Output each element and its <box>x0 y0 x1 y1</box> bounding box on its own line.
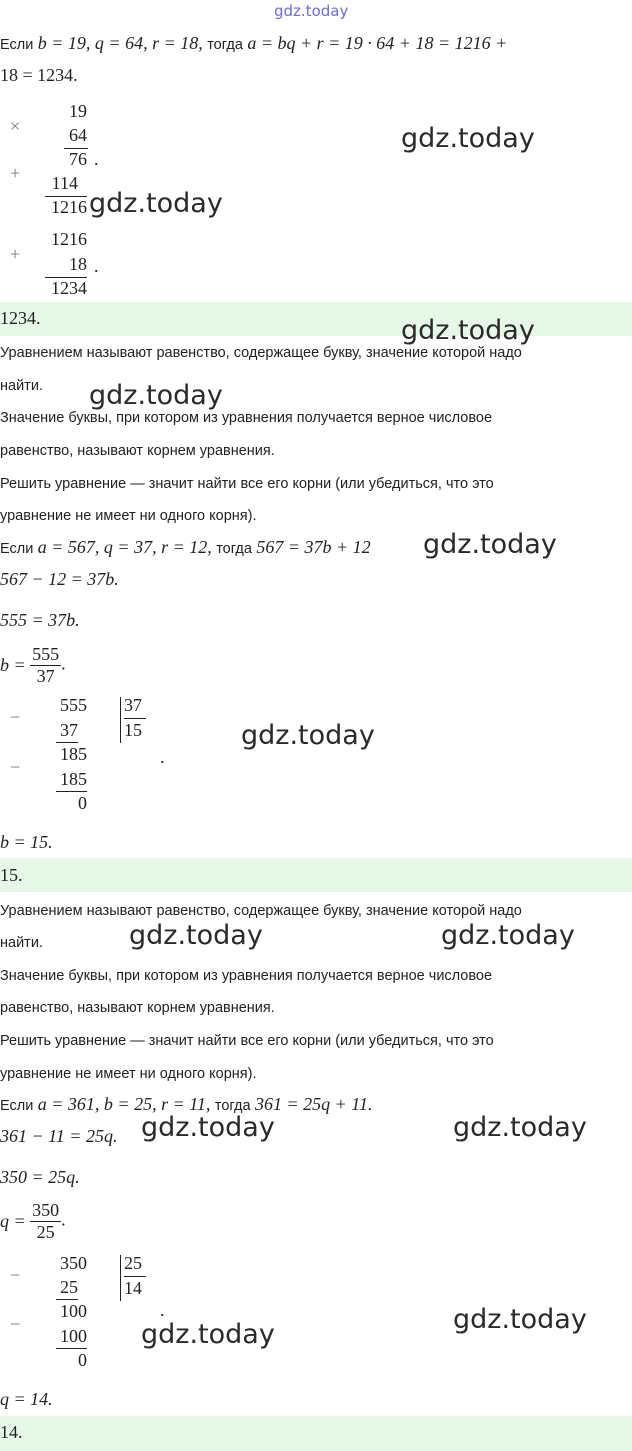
s3-div-dot: . <box>160 1300 165 1320</box>
s3-result: q = 14. <box>0 1389 53 1409</box>
s2-fraction: b = $\frac{555}{37}$ . <box>0 644 66 686</box>
s3-given: a = 361, b = 25, r = 11, <box>37 1094 211 1114</box>
s2-given: a = 567, q = 37, r = 12, <box>37 537 212 557</box>
s2-div-line1 <box>56 742 78 743</box>
s2-div-sub2: 185 <box>60 769 87 789</box>
s3-div-minus2: − <box>10 1314 21 1334</box>
s2-div-bar <box>120 697 121 743</box>
watermark-top: gdz.today <box>274 2 349 20</box>
def2-line1: Уравнением называют равенство, содержащее букву, значение которой надо <box>0 903 522 919</box>
answer-band-1 <box>0 302 632 336</box>
watermark: gdz.today <box>401 315 535 346</box>
def1-line4: равенство, называют корнем уравнения. <box>0 443 275 459</box>
s1-formula: a = bq + r = 19 · 64 + 18 = 1216 + <box>247 33 508 53</box>
s1-add1-a: 114 <box>51 173 78 193</box>
watermark: gdz.today <box>441 920 575 951</box>
s1-add1-op: + <box>10 163 21 183</box>
s1-given: b = 19, q = 64, r = 18, <box>37 33 203 53</box>
s2-div-minus1: − <box>10 707 21 727</box>
s2-div-minus2: − <box>10 757 21 777</box>
def1-line5: Решить уравнение — значит найти все его корни (или убедиться, что это <box>0 476 494 492</box>
s1-add2-dot: . <box>94 256 99 276</box>
s1-formula-cont: 18 = 1234. <box>0 65 78 85</box>
s3-answer: 14. <box>0 1422 23 1442</box>
s3-div-dividend: 350 <box>60 1253 87 1273</box>
s3-div-line1 <box>56 1299 78 1300</box>
s1-mult-a: 19 <box>69 101 87 121</box>
def1-line1: Уравнением называют равенство, содержащее букву, значение которой надо <box>0 345 522 361</box>
watermark: gdz.today <box>453 1112 587 1143</box>
watermark: gdz.today <box>89 188 223 219</box>
s2-equation: 567 = 37b + 12 <box>256 537 371 557</box>
s2-div-rem2: 0 <box>78 793 87 813</box>
s1-intro: Если <box>0 37 34 53</box>
s3-fraction: q = $\frac{350}{25}$ . <box>0 1200 66 1242</box>
def1-line2: найти. <box>0 378 43 394</box>
s3-frac <box>30 1200 61 1243</box>
s1-add2-b: 18 <box>69 254 87 274</box>
watermark: gdz.today <box>241 720 375 751</box>
s3-step1: 361 − 11 = 25q. <box>0 1126 118 1146</box>
s3-div-sub1: 25 <box>60 1277 78 1297</box>
s2-intro: Если <box>0 541 34 557</box>
s3-frac-den: 25 <box>36 1222 55 1242</box>
s2-div-dot: . <box>160 747 165 767</box>
def2-line4: равенство, называют корнем уравнения. <box>0 1000 275 1016</box>
s3-div-line2 <box>56 1348 87 1349</box>
s2-step1: 567 − 12 = 37b. <box>0 569 119 589</box>
watermark: gdz.today <box>141 1112 275 1143</box>
s3-equation: 361 = 25q + 11. <box>255 1094 373 1114</box>
s3-intro: Если <box>0 1098 34 1114</box>
def2-line2: найти. <box>0 935 43 951</box>
def1-line6: уравнение не имеет ни одного корня). <box>0 508 257 524</box>
s2-frac <box>30 644 61 687</box>
def2-line6: уравнение не имеет ни одного корня). <box>0 1066 257 1082</box>
s3-div-bar <box>120 1255 121 1301</box>
s3-div-minus1: − <box>10 1265 21 1285</box>
s3-div-rem2: 0 <box>78 1350 87 1370</box>
s2-div-divisor: 37 <box>124 695 142 715</box>
s2-frac-lhs: b = <box>0 655 26 675</box>
def2-line3: Значение буквы, при котором из уравнения получается верное числовое <box>0 968 493 984</box>
s3-then: тогда <box>214 1098 251 1114</box>
s2-div-line3 <box>124 718 146 719</box>
answer-band-3 <box>0 1416 632 1451</box>
s1-add2-sum: 1234 <box>51 278 87 298</box>
watermark: gdz.today <box>401 123 535 154</box>
s3-div-quotient: 14 <box>124 1278 142 1298</box>
watermark: gdz.today <box>141 1319 275 1350</box>
s2-step2: 555 = 37b. <box>0 610 80 630</box>
s1-statement <box>0 33 507 54</box>
s1-mult-partial: 76 <box>69 149 87 169</box>
s1-add2-op: + <box>10 244 21 264</box>
s3-step2: 350 = 25q. <box>0 1167 80 1187</box>
s3-frac-lhs: q = <box>0 1211 26 1231</box>
s1-add1-sum: 1216 <box>51 197 87 217</box>
answer-band-2 <box>0 858 632 892</box>
s2-div-dividend: 555 <box>60 695 87 715</box>
s1-mult-b: 64 <box>69 125 87 145</box>
s2-result: b = 15. <box>0 832 53 852</box>
s3-div-sub2: 100 <box>60 1326 87 1346</box>
s3-div-rem1: 100 <box>60 1301 87 1321</box>
s3-div-line3 <box>124 1276 146 1277</box>
watermark: gdz.today <box>89 380 223 411</box>
watermark: gdz.today <box>453 1304 587 1335</box>
s1-then: тогда <box>207 37 243 53</box>
s2-frac-num: 555 <box>32 644 60 664</box>
watermark: gdz.today <box>423 529 557 560</box>
s2-answer: 15. <box>0 865 23 885</box>
s2-div-quotient: 15 <box>124 720 142 740</box>
s1-add2-a: 1216 <box>51 229 87 249</box>
s2-div-sub1: 37 <box>60 720 78 740</box>
s2-frac-den: 37 <box>36 666 55 686</box>
def1-line3: Значение буквы, при котором из уравнения получается верное числовое <box>0 410 493 426</box>
s2-div-line2 <box>56 791 87 792</box>
s2-div-rem1: 185 <box>60 744 87 764</box>
s2-then: тогда <box>216 541 252 557</box>
s3-frac-num: 350 <box>32 1200 60 1220</box>
s2-statement <box>0 537 371 558</box>
s1-mult-dot: . <box>94 149 99 169</box>
s1-mult-op: × <box>10 116 21 136</box>
s1-answer: 1234. <box>0 308 41 328</box>
watermark: gdz.today <box>129 920 263 951</box>
s3-div-divisor: 25 <box>124 1253 142 1273</box>
def2-line5: Решить уравнение — значит найти все его корни (или убедиться, что это <box>0 1033 494 1049</box>
